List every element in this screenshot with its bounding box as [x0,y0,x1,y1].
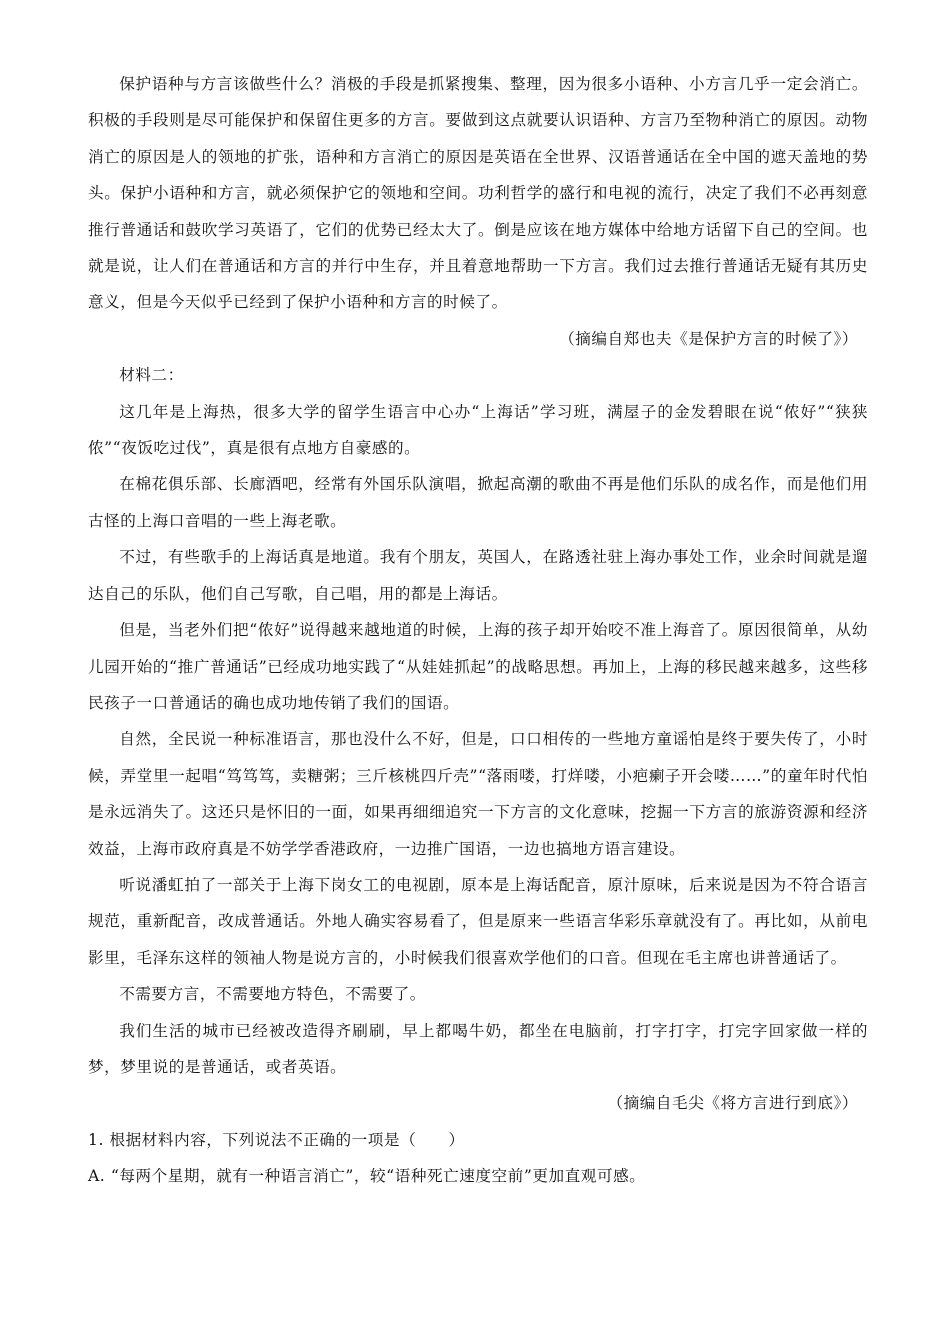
material2-paragraph-5: 自然，全民说一种标准语言，那也没什么不好，但是，口口相传的一些地方童谣怕是终于要失传了，小时候，弄堂里一起唱“笃笃笃，卖糖粥；三斤核桃四斤壳”“落雨喽，打烊喽，小疤瘌子开会喽……”的童年时代怕是永远消失了。这还只是怀旧的一面，如果再细细追究一下方言的文化意味，挖掘一下方言的旅游资源和经济效益，上海市政府真是不妨学学香港政府，一边推广国语，一边也搞地方语言建设。 [88,730,868,858]
material2-source: （摘编自毛尖《将方言进行到底》） [607,1094,858,1113]
material2-heading: 材料二： [119,366,184,385]
question-1-option-a: A. “每两个星期，就有一种语言消亡”，较“语种死亡速度空前”更加直观可感。 [88,1167,646,1186]
material2-paragraph-7: 不需要方言，不需要地方特色，不需要了。 [119,985,426,1004]
material1-paragraph: 保护语种与方言该做些什么？消极的手段是抓紧搜集、整理，因为很多小语种、小方言几乎一定会消亡。积极的手段则是尽可能保护和保留住更多的方言。要做到这点就要认识语种、方言乃至物种消亡的原因。动物消亡的原因是人的领地的扩张，语种和方言消亡的原因是英语在全世界、汉语普通话在全中国的遮天盖地的势头。保护小语种和方言，就必须保护它的领地和空间。功利哲学的盛行和电视的流行，决定了我们不必再刻意推行普通话和鼓吹学习英语了，它们的优势已经太大了。倒是应该在地方媒体中给地方话留下自己的空间。也就是说，让人们在普通话和方言的并行中生存，并且着意地帮助一下方言。我们过去推行普通话无疑有其历史意义，但是今天似乎已经到了保护小语种和方言的时候了。 [88,75,868,312]
material1-source: （摘编自郑也夫《是保护方言的时候了》） [559,329,858,348]
material2-paragraph-6: 听说潘虹拍了一部关于上海下岗女工的电视剧，原本是上海话配音，原汁原味，后来说是因为不符合语言规范，重新配音，改成普通话。外地人确实容易看了，但是原来一些语言华彩乐章就没有了。再比如，从前电影里，毛泽东这样的领袖人物是说方言的，小时候我们很喜欢学他们的口音。但现在毛主席也讲普通话了。 [88,875,868,967]
material2-paragraph-3: 不过，有些歌手的上海话真是地道。我有个朋友，英国人，在路透社驻上海办事处工作，业余时间就是遛达自己的乐队，他们自己写歌，自己唱，用的都是上海话。 [88,548,868,603]
material2-paragraph-1: 这几年是上海热，很多大学的留学生语言中心办“上海话”学习班，满屋子的金发碧眼在说“侬好”“狭狭侬”“夜饭吃过伐”，真是很有点地方自豪感的。 [88,402,868,458]
material2-paragraph-2: 在棉花俱乐部、长廊酒吧，经常有外国乐队演唱，掀起高潮的歌曲不再是他们乐队的成名作，而是他们用古怪的上海口音唱的一些上海老歌。 [88,475,868,530]
document-content [88,66,868,1195]
material2-paragraph-8: 我们生活的城市已经被改造得齐刷刷，早上都喝牛奶，都坐在电脑前，打字打字，打完字回家做一样的梦，梦里说的是普通话，或者英语。 [88,1021,868,1076]
question-1-stem: 1. 根据材料内容，下列说法不正确的一项是（ ） [88,1130,465,1149]
material2-paragraph-4: 但是，当老外们把“侬好”说得越来越地道的时候，上海的孩子却开始咬不准上海音了。原因很简单，从幼儿园开始的“推广普通话”已经成功地实践了“从娃娃抓起”的战略思想。再加上，上海的移民越来越多，这些移民孩子一口普通话的确也成功地传销了我们的国语。 [88,621,868,712]
